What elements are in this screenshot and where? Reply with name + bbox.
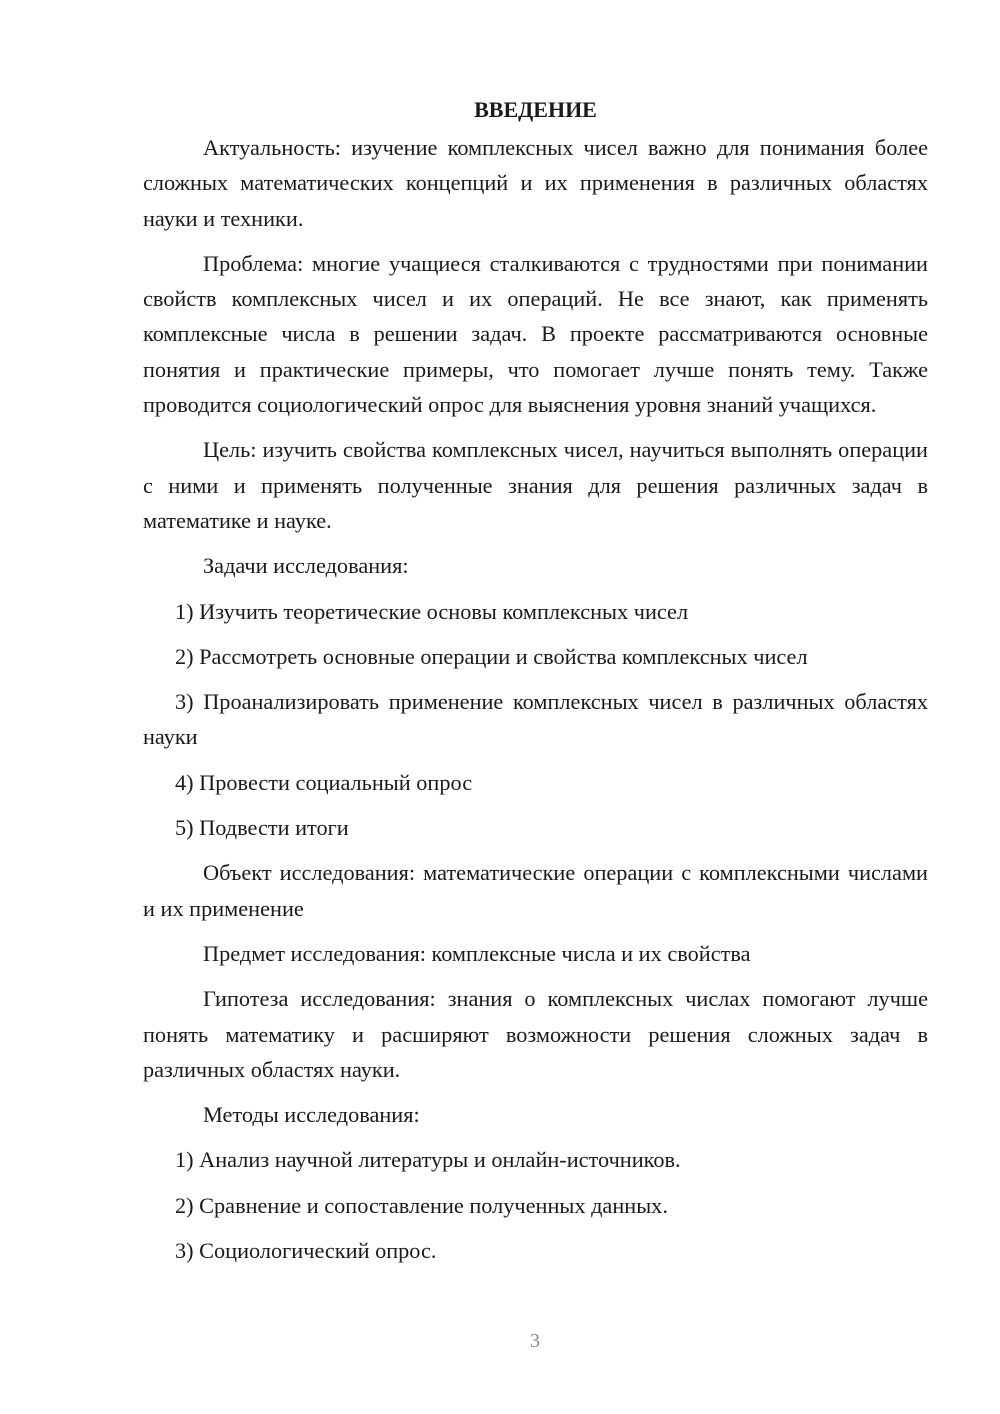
tasks-label: Задачи исследования: xyxy=(203,553,409,579)
list-item: 2) Рассмотреть основные операции и свойства комплексных чисел xyxy=(175,643,808,669)
page-number: 3 xyxy=(530,1330,540,1352)
page-title: ВВЕДЕНИЕ xyxy=(474,97,597,122)
problem-paragraph: Проблема: многие учащиеся сталкиваются с трудностями при понимании свойств комплексных чисел и их операций. Не все знают, как применять комплексные числа в решении задач. В проекте рассматриваются основные понятия и практические примеры, что помогает лучше понять тему. Также проводится социологический опрос для выяснения уровня знаний учащихся. xyxy=(143,250,928,418)
list-item: 2) Сравнение и сопоставление полученных данных. xyxy=(175,1192,668,1218)
methods-list xyxy=(143,1142,928,1268)
list-item: 4) Провести социальный опрос xyxy=(175,769,473,795)
list-item: 3) Проанализировать применение комплексных чисел в различных областях науки xyxy=(143,689,928,750)
subject-paragraph: Предмет исследования: комплексные числа и их свойства xyxy=(203,940,751,966)
methods-label: Методы исследования: xyxy=(203,1102,420,1128)
hypothesis-paragraph: Гипотеза исследования: знания о комплексных числах помогают лучше понять математику и расширяют возможности решения сложных задач в различных областях науки. xyxy=(143,986,928,1082)
document-page xyxy=(143,92,928,1278)
object-paragraph: Объект исследования: математические операции с комплексными числами и их применение xyxy=(143,860,928,921)
list-item: 3) Социологический опрос. xyxy=(175,1238,437,1264)
relevance-paragraph: Актуальность: изучение комплексных чисел важно для понимания более сложных математических концепций и их применения в различных областях науки и техники. xyxy=(143,135,928,231)
goal-paragraph: Цель: изучить свойства комплексных чисел, научиться выполнять операции с ними и применять полученные знания для решения различных задач в математике и науке. xyxy=(143,437,928,533)
tasks-list xyxy=(143,594,928,846)
list-item: 1) Анализ научной литературы и онлайн-источников. xyxy=(175,1147,681,1173)
list-item: 1) Изучить теоретические основы комплексных чисел xyxy=(175,598,689,624)
list-item: 5) Подвести итоги xyxy=(175,815,349,841)
